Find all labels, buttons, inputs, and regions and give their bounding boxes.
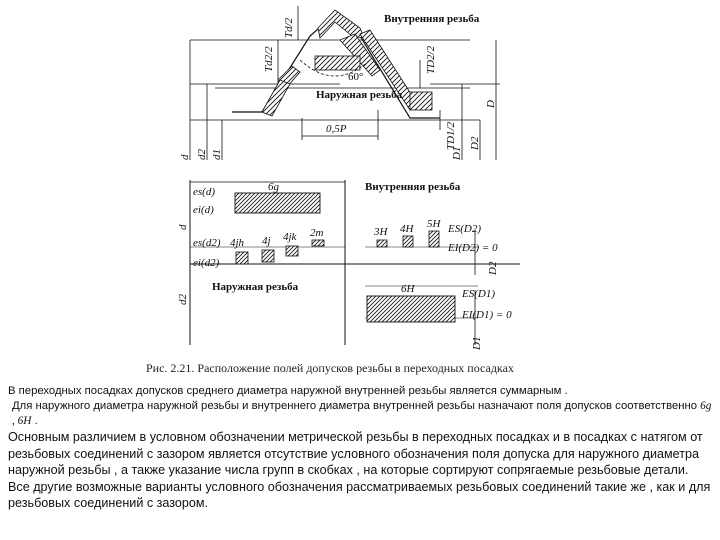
ES-D1-label: ES(D1) bbox=[462, 288, 495, 300]
label-4jk: 4jk bbox=[283, 231, 297, 243]
label-4jh: 4jh bbox=[230, 237, 245, 249]
body-text bbox=[8, 384, 712, 512]
dim-D2: D2 bbox=[469, 136, 481, 150]
axis-d: d bbox=[177, 224, 189, 230]
figure-caption: Рис. 2.21. Расположение полей допусков резьбы в переходных посадках bbox=[146, 361, 514, 375]
es-d-label: es(d) bbox=[193, 186, 215, 198]
dim-D1: D1 bbox=[451, 146, 463, 160]
tol-label-TD2: TD2/2 bbox=[425, 45, 437, 74]
EI-D2-label: EI(D2) = 0 bbox=[448, 242, 498, 254]
field-4jk bbox=[286, 246, 298, 256]
field-6H-label: 6H bbox=[401, 283, 415, 295]
field-4jh bbox=[236, 252, 248, 264]
label-5H: 5H bbox=[427, 218, 441, 230]
field-4j bbox=[262, 250, 274, 262]
field-2m bbox=[312, 240, 324, 246]
top-external-thread-label: Наружная резьба bbox=[316, 89, 403, 101]
ei-d-label: ei(d) bbox=[193, 204, 214, 216]
dim-d1: d1 bbox=[211, 149, 223, 160]
paragraph-4: Все другие возможные варианты условного обозначения рассматриваемых резьбовых соединений такие же , как и для резьбовых соединений с зазором. bbox=[8, 479, 711, 510]
tolerance-fields-diagram bbox=[177, 180, 520, 351]
paragraph-1: В переходных посадках допусков среднего диаметра наружной внутренней резьбы является суммарным . bbox=[8, 385, 568, 397]
ES-D2-label: ES(D2) bbox=[448, 223, 481, 235]
tol-label-td2: Td2/2 bbox=[263, 46, 275, 72]
label-2m: 2m bbox=[310, 227, 324, 239]
bottom-external-thread-label: Наружная резьба bbox=[212, 281, 299, 293]
field-3H bbox=[377, 240, 387, 247]
dim-D: D bbox=[485, 100, 497, 108]
label-4H: 4H bbox=[400, 223, 414, 235]
pitch-label: 0,5P bbox=[326, 123, 347, 135]
axis-D2: D2 bbox=[487, 261, 499, 275]
EI-D1-label: EI(D1) = 0 bbox=[462, 309, 512, 321]
paragraph-2-math: 6g , 6H bbox=[12, 400, 712, 427]
thread-profile-diagram bbox=[179, 6, 500, 161]
field-5H bbox=[429, 231, 439, 247]
paragraph-2 bbox=[8, 399, 712, 429]
angle-label: 60° bbox=[348, 71, 364, 83]
internal-thread-hatched-zone bbox=[318, 10, 364, 38]
tol-label-TD1: TD1/2 bbox=[445, 121, 457, 150]
field-6H bbox=[367, 296, 455, 322]
paragraph-3: Основным различием в условном обозначении метрической резьбы в переходных посадках и в посадках с натягом от резьбовых соединений с зазором является отсутствие условного обозначения поля допуска для наружного диаметра наружной резьбы , а также указание числа групп в скобках , на которые сортируют сопрягаемые резьбовые детали. bbox=[8, 430, 703, 477]
dim-d2: d2 bbox=[196, 149, 208, 160]
label-4j: 4j bbox=[262, 235, 271, 247]
field-4H bbox=[403, 236, 413, 247]
field-6g bbox=[235, 193, 320, 213]
top-internal-thread-label: Внутренняя резьба bbox=[384, 13, 480, 25]
axis-d2: d2 bbox=[177, 294, 189, 305]
es-d2-label: es(d2) bbox=[193, 237, 221, 249]
dim-d: d bbox=[179, 154, 191, 160]
field-6g-label: 6g bbox=[268, 181, 279, 193]
paragraph-2-end: . bbox=[31, 415, 38, 427]
bottom-internal-thread-label: Внутренняя резьба bbox=[365, 181, 461, 193]
ei-d2-label: ei(d2) bbox=[193, 257, 220, 269]
label-3H: 3H bbox=[374, 226, 388, 238]
axis-D1: D1 bbox=[471, 336, 483, 350]
paragraph-2-start: Для наружного диаметра наружной резьбы и внутреннего диаметра внутренней резьбы назначают поля допусков соответственно bbox=[12, 400, 701, 412]
tol-label-td: Td/2 bbox=[283, 17, 295, 38]
